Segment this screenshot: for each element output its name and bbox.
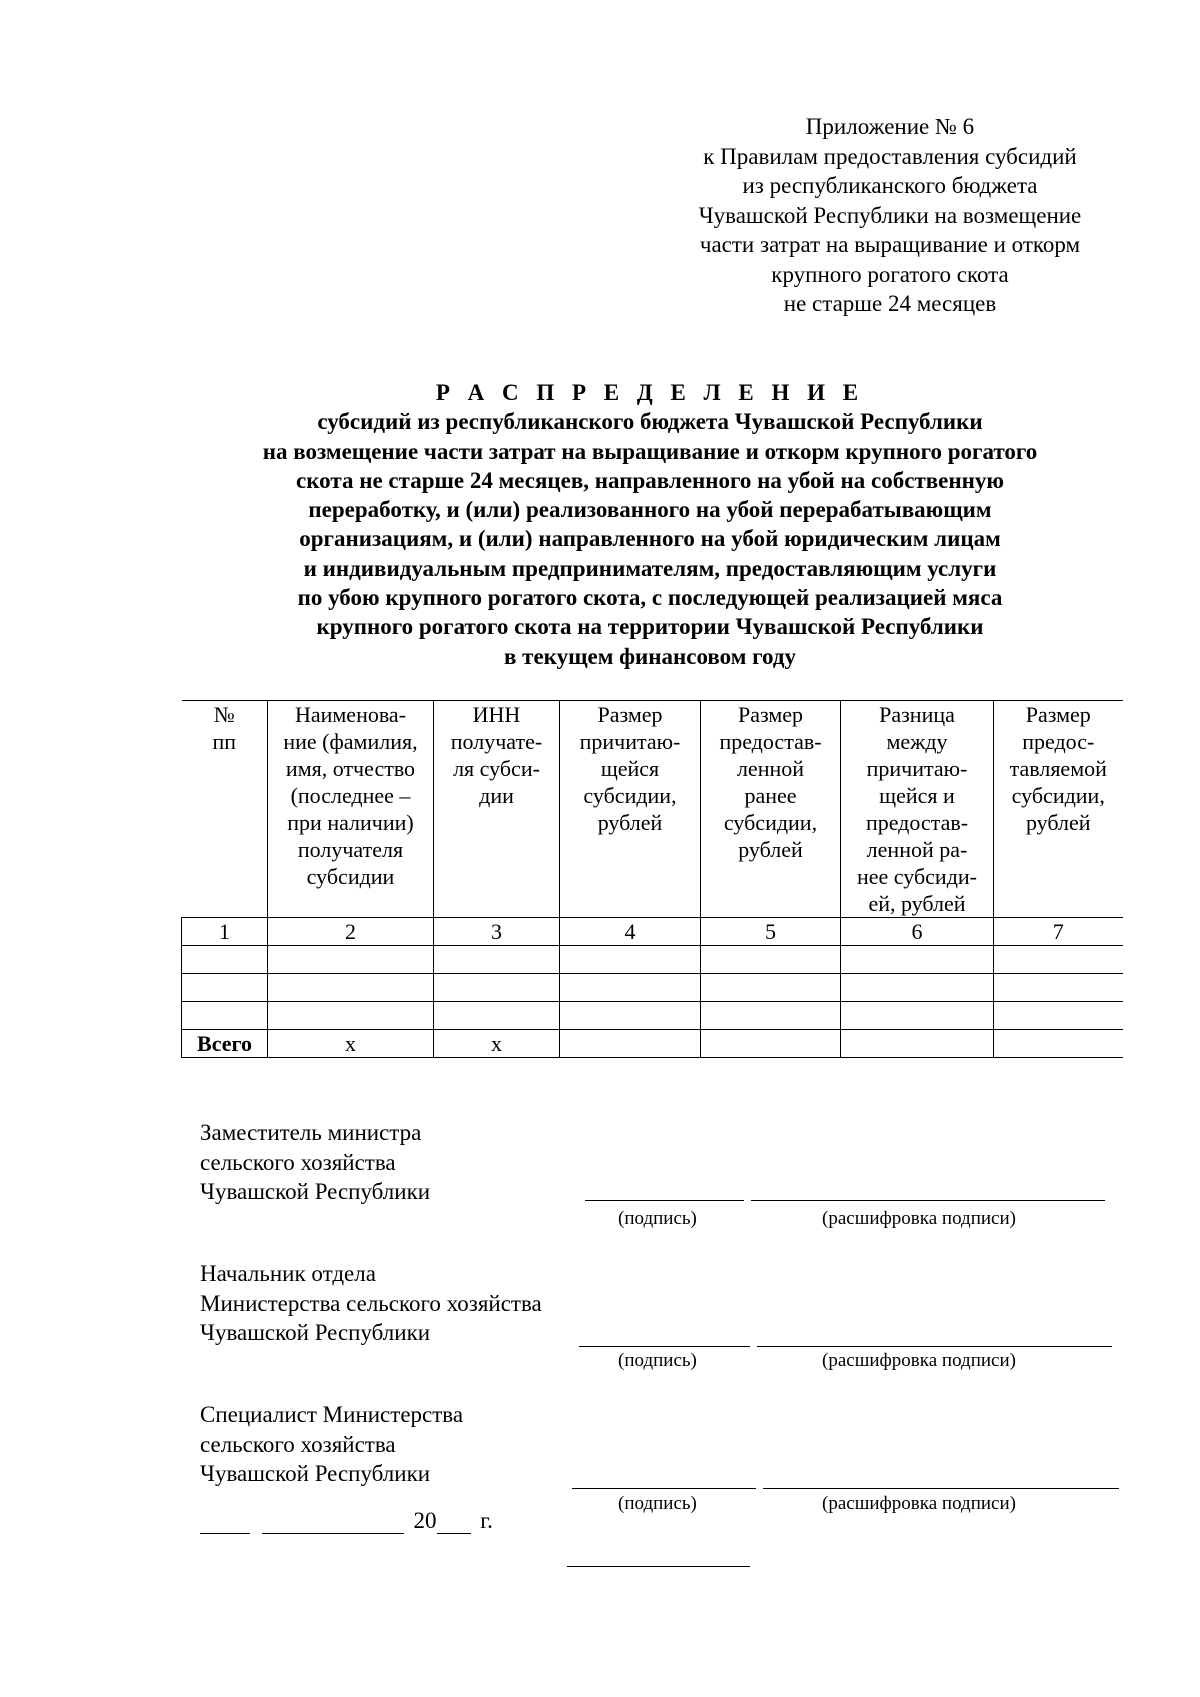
signature-line[interactable] [579,1346,750,1347]
title-line: крупного рогатого скота на территории Чувашской Республики [316,614,984,640]
table-cell[interactable] [182,1002,268,1030]
signature-block-deputy-minister [200,1118,1160,1207]
column-number-row [182,918,1123,946]
role-line: Чувашской Республики [200,1179,431,1204]
total-row [182,1030,1123,1058]
role-line: Чувашской Республики [200,1320,431,1345]
table-cell[interactable] [560,1002,701,1030]
total-cell[interactable] [994,1030,1123,1058]
title-line: субсидий из республиканского бюджета Чувашской Республики [317,409,983,435]
table-cell[interactable] [560,974,701,1002]
table-cell[interactable] [182,946,268,974]
table-row [182,946,1123,974]
total-cell: х [434,1030,560,1058]
total-label: Всего [182,1030,268,1058]
signature-line[interactable] [585,1200,744,1201]
title-line: в текущем финансовом году [503,643,797,669]
signature-decoding-caption: (расшифровка подписи) [822,1208,1016,1229]
table-cell[interactable] [434,1002,560,1030]
table-cell[interactable] [701,946,841,974]
role-line: Заместитель министра [200,1120,422,1145]
signature-decoding-caption: (расшифровка подписи) [822,1350,1016,1371]
total-cell[interactable] [701,1030,841,1058]
signature-line[interactable] [572,1488,756,1489]
appendix-line: Приложение № 6 [805,114,975,139]
table-header-row [182,701,1123,918]
table-cell[interactable] [434,946,560,974]
appendix-line: части затрат на выращивание и откорм [699,232,1081,257]
total-cell: х [268,1030,434,1058]
table-cell[interactable] [434,974,560,1002]
role-line: Начальник отдела [200,1261,376,1286]
appendix-note [660,112,1120,319]
column-header-due-subsidy: Размер причитаю- щейся субсидии, рублей [560,701,701,918]
document-title [150,378,1150,671]
appendix-line: к Правилам предоставления субсидий [703,143,1077,169]
signatory-role [200,1400,1160,1489]
title-line: скота не старше 24 месяцев, направленного на убой на собственную [296,467,1004,493]
role-line: сельского хозяйства [200,1431,396,1457]
column-header-name: Наименова- ние (фамилия, имя, отчество (последнее – при наличии) получателя субсидии [268,701,434,918]
table-cell[interactable] [994,1002,1123,1030]
role-line: Специалист Министерства [200,1402,464,1427]
total-cell[interactable] [560,1030,701,1058]
signature-decoding-line[interactable] [763,1488,1119,1489]
date-year-blank[interactable] [437,1511,471,1534]
date-day-blank[interactable] [200,1511,250,1534]
signature-caption: (подпись) [618,1350,697,1371]
signatory-role [200,1259,1160,1348]
role-line: Министерства сельского хозяйства [200,1290,542,1316]
distribution-table [181,700,1123,1058]
title-heading: Р А С П Р Е Д Е Л Е Н И Е [435,380,865,405]
signature-decoding-caption: (расшифровка подписи) [822,1493,1016,1514]
signature-caption: (подпись) [618,1493,697,1514]
appendix-line: Чувашской Республики на возмещение [698,202,1082,228]
table-cell[interactable] [701,974,841,1002]
title-line: организациям, и (или) направленного на убой юридическим лицам [299,526,1001,552]
date-field [200,1508,493,1534]
table-cell[interactable] [268,946,434,974]
signature-block-department-head [200,1259,1160,1348]
table-cell[interactable] [841,1002,994,1030]
signature-block-specialist [200,1400,1160,1489]
column-number: 7 [994,918,1123,946]
column-number: 6 [841,918,994,946]
date-year-prefix: 20 [413,1508,437,1533]
role-line: сельского хозяйства [200,1149,396,1175]
column-number: 1 [182,918,268,946]
title-line: по убою крупного рогатого скота, с последующей реализацией мяса [297,585,1003,611]
column-number: 2 [268,918,434,946]
table-cell[interactable] [268,974,434,1002]
column-number: 4 [560,918,701,946]
title-line: и индивидуальным предпринимателям, предоставляющим услуги [303,555,997,581]
title-line: на возмещение части затрат на выращивание и откорм крупного рогатого [262,438,1038,464]
date-year-suffix: г. [480,1508,493,1533]
appendix-line: не старше 24 месяцев [783,291,997,316]
table-row [182,1002,1123,1030]
table-cell[interactable] [182,974,268,1002]
table-cell[interactable] [994,974,1123,1002]
title-line: переработку, и (или) реализованного на убой перерабатывающим [308,497,992,523]
column-header-previous-subsidy: Размер предостав- ленной ранее субсидии, рублей [701,701,841,918]
column-header-provided-subsidy: Размер предос- тавляемой субсидии, рублей [994,701,1123,918]
column-number: 3 [434,918,560,946]
total-cell[interactable] [841,1030,994,1058]
table-cell[interactable] [994,946,1123,974]
table-cell[interactable] [841,974,994,1002]
date-month-blank[interactable] [262,1511,404,1534]
column-header-inn: ИНН получате- ля субси- дии [434,701,560,918]
signatory-role [200,1118,1160,1207]
column-header-difference: Разница между причитаю- щейся и предостав- ленной ра- нее субсиди- ей, рублей [841,701,994,918]
column-header-number: № пп [182,701,268,918]
appendix-line: крупного рогатого скота [771,261,1009,287]
role-line: Чувашской Республики [200,1461,431,1486]
closing-rule [567,1566,750,1567]
table-row [182,974,1123,1002]
table-cell[interactable] [560,946,701,974]
appendix-line: из республиканского бюджета [742,173,1038,198]
table-cell[interactable] [701,1002,841,1030]
column-number: 5 [701,918,841,946]
signature-decoding-line[interactable] [757,1346,1112,1347]
table-cell[interactable] [841,946,994,974]
table-cell[interactable] [268,1002,434,1030]
signature-caption: (подпись) [618,1208,697,1229]
signature-decoding-line[interactable] [751,1200,1105,1201]
